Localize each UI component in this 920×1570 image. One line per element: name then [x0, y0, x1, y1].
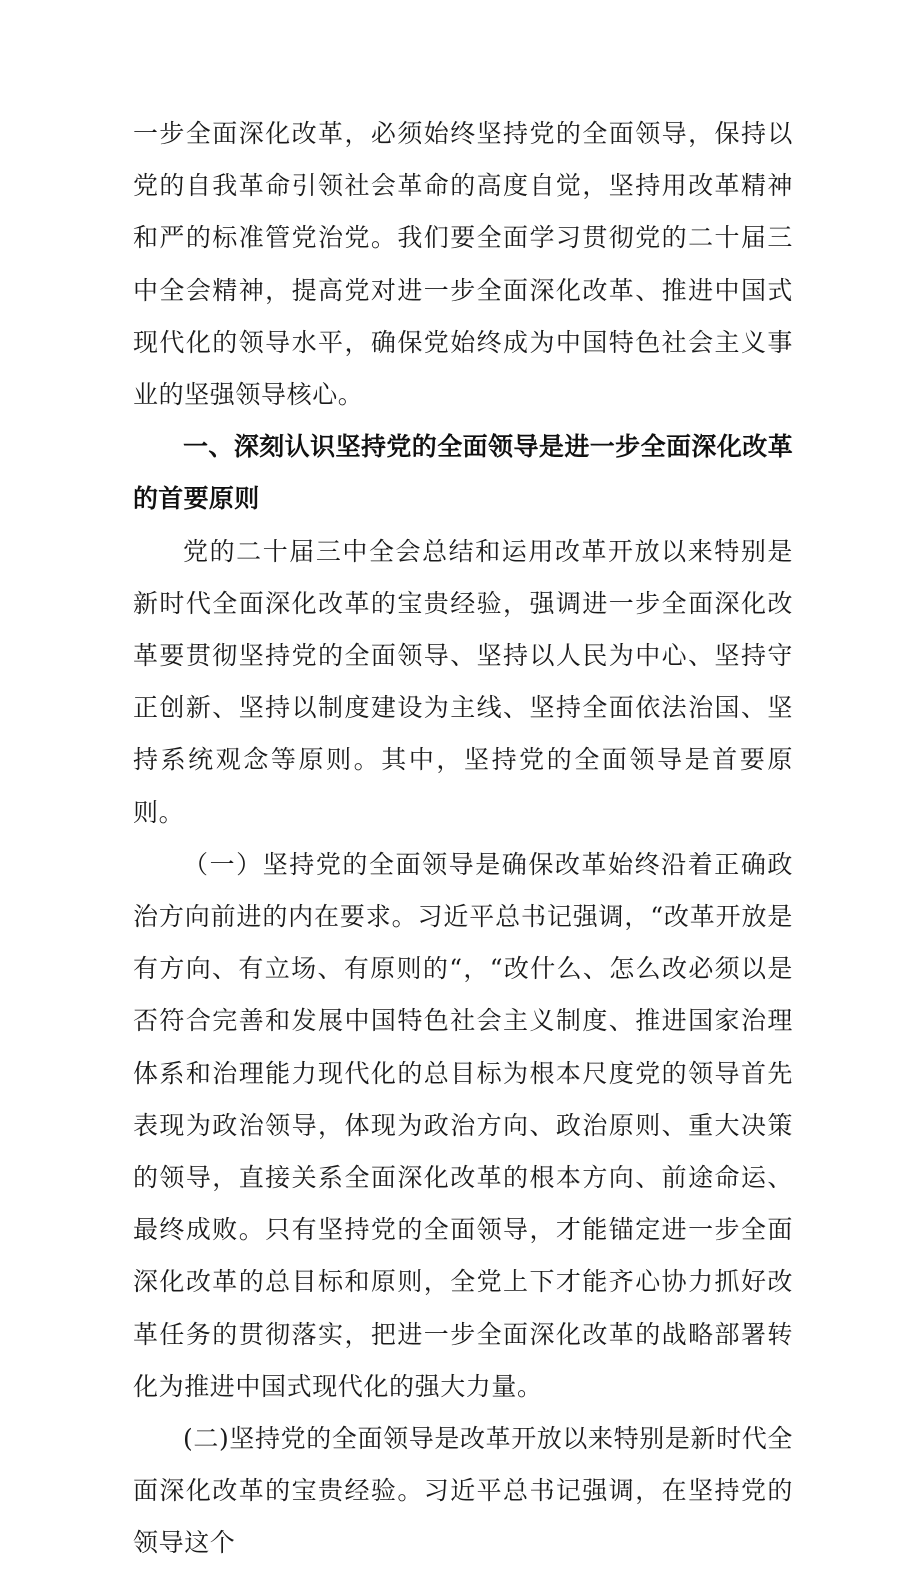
paragraph-continuation: 一步全面深化改革，必须始终坚持党的全面领导，保持以党的自我革命引领社会革命的高度自觉，坚持用改革精神和严的标准管党治党。我们要全面学习贯彻党的二十届三中全会精神，提高党对进一步全面深化改革、推进中国式现代化的领导水平，确保党始终成为中国特色社会主义事业的坚强领导核心。: [133, 119, 793, 410]
paragraph-point-2: (二)坚持党的全面领导是改革开放以来特别是新时代全面深化改革的宝贵经验。习近平总书记强调，在坚持党的领导这个: [133, 1424, 793, 1558]
section-heading-1: 一、深刻认识坚持党的全面领导是进一步全面深化改革的首要原则: [133, 432, 793, 514]
paragraph-point-1: （一）坚持党的全面领导是确保改革始终沿着正确政治方向前进的内在要求。习近平总书记强调，“改革开放是有方向、有立场、有原则的“，“改什么、怎么改必须以是否符合完善和发展中国特色社会主义制度、推进国家治理体系和治理能力现代化的总目标为根本尺度党的领导首先表现为政治领导，体现为政治方向、政治原则、重大决策的领导，直接关系全面深化改革的根本方向、前途命运、最终成败。只有坚持党的全面领导，才能锚定进一步全面深化改革的总目标和原则，全党上下才能齐心协力抓好改革任务的贯彻落实，把进一步全面深化改革的战略部署转化为推进中国式现代化的强大力量。: [133, 849, 793, 1401]
paragraph-intro: 党的二十届三中全会总结和运用改革开放以来特别是新时代全面深化改革的宝贵经验，强调进一步全面深化改革要贯彻坚持党的全面领导、坚持以人民为中心、坚持守正创新、坚持以制度建设为主线、坚持全面依法治国、坚持系统观念等原则。其中，坚持党的全面领导是首要原则。: [133, 536, 793, 827]
document-body: [133, 108, 793, 1570]
